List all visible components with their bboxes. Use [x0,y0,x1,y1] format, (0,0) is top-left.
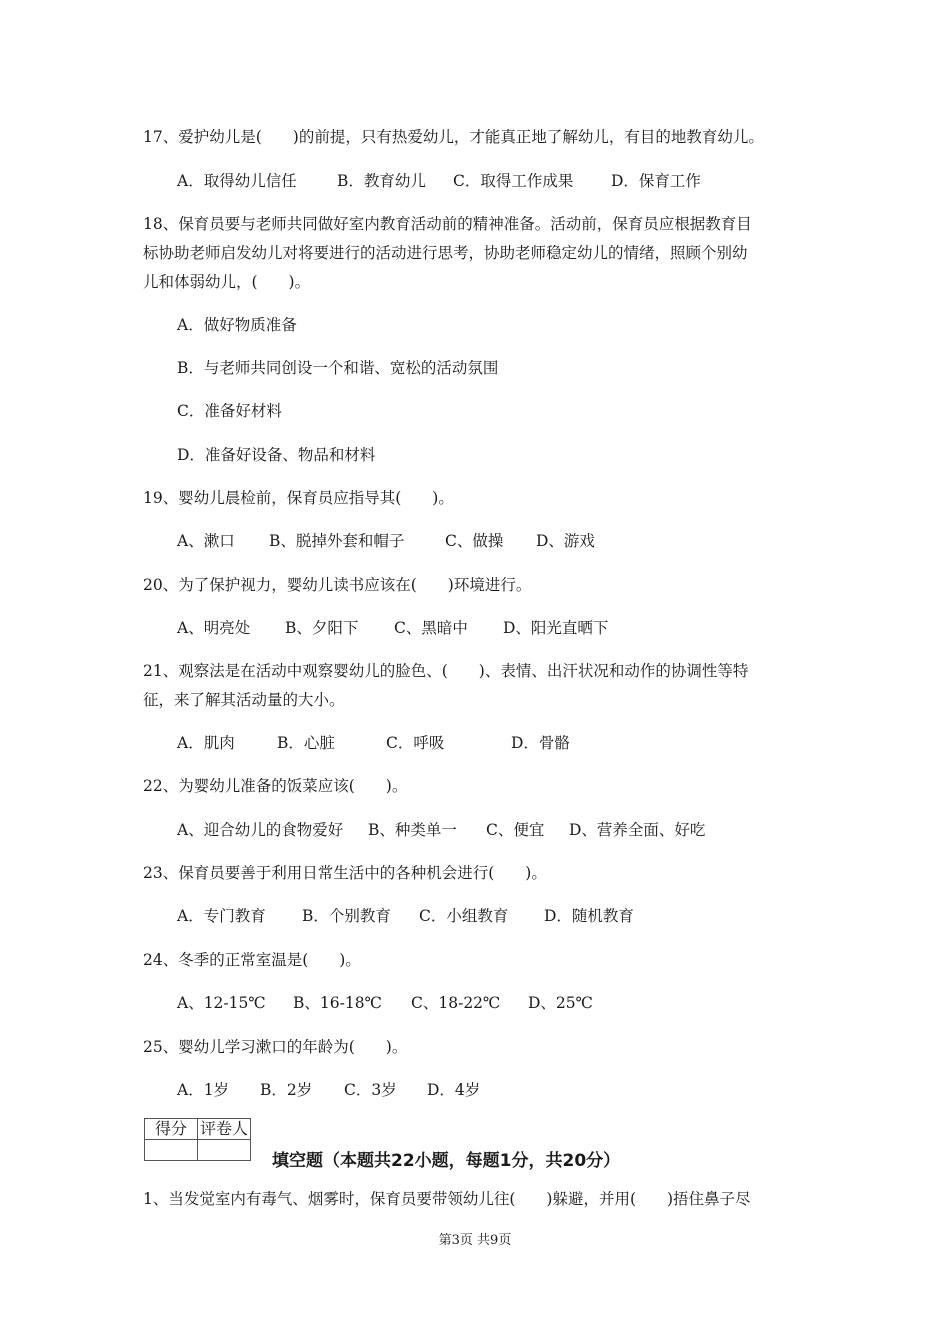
option-c: C．3岁 [344,1081,397,1099]
question-20-text: 20、为了保护视力，婴幼儿读书应该在( )环境进行。 [143,576,532,594]
question-18-option-b: B．与老师共同创设一个和谐、宽松的活动氛围 [177,359,499,377]
option-b: B、脱掉外套和帽子 [269,532,405,550]
option-a: A．专门教育 [177,907,266,925]
option-c: C、18-22℃ [411,994,501,1012]
question-18-text-line-2: 标协助老师启发幼儿对将要进行的活动进行思考，协助老师稳定幼儿的情绪，照顾个别幼 [143,244,748,262]
option-d: D．随机教育 [544,907,634,925]
option-a: A、迎合幼儿的食物爱好 [177,821,344,839]
option-c: C．取得工作成果 [453,172,574,190]
option-d: D、游戏 [536,532,595,550]
option-b: B．个别教育 [302,907,391,925]
option-d: D、阳光直晒下 [503,619,609,637]
question-22-text: 22、为婴幼儿准备的饭菜应该( )。 [143,777,408,795]
score-table [144,1118,251,1161]
section-title: 填空题（本题共22小题，每题1分，共20分） [272,1151,621,1171]
question-24-text: 24、冬季的正常室温是( )。 [143,951,361,969]
option-b: B、16-18℃ [293,994,382,1012]
option-c: C、黑暗中 [394,619,468,637]
option-c: C、做操 [445,532,504,550]
question-18-option-d: D．准备好设备、物品和材料 [177,446,376,464]
question-18-option-a: A．做好物质准备 [177,316,297,334]
question-25-text: 25、婴幼儿学习漱口的年龄为( )。 [143,1038,408,1056]
reviewer-cell [198,1140,251,1161]
score-cell [145,1140,198,1161]
option-a: A、漱口 [177,532,235,550]
option-a: A、明亮处 [177,619,251,637]
option-b: B．教育幼儿 [337,172,426,190]
question-18-text-line-1: 18、保育员要与老师共同做好室内教育活动前的精神准备。活动前，保育员应根据教育目 [143,215,752,233]
option-d: D．骨骼 [511,734,570,752]
option-c: C、便宜 [486,821,545,839]
question-21-text-line-1: 21、观察法是在活动中观察婴幼儿的脸色、( )、表情、出汗状况和动作的协调性等特 [143,662,749,680]
option-b: B、夕阳下 [285,619,359,637]
question-17-text: 17、爱护幼儿是( )的前提，只有热爱幼儿，才能真正地了解幼儿，有目的地教育幼儿。 [143,128,764,146]
option-a: A、12-15℃ [177,994,266,1012]
option-a: A．1岁 [177,1081,230,1099]
option-a: A．肌肉 [177,734,235,752]
page-number: 第3页 共9页 [438,1233,512,1248]
option-d: D．保育工作 [611,172,701,190]
option-b: B．2岁 [260,1081,313,1099]
option-d: D、营养全面、好吃 [569,821,706,839]
fill-blank-question-1: 1、当发觉室内有毒气、烟雾时，保育员要带领幼儿往( )躲避，并用( )捂住鼻子尽 [143,1190,751,1208]
question-21-text-line-2: 征，来了解其活动量的大小。 [143,691,345,709]
option-d: D、25℃ [528,994,593,1012]
question-19-text: 19、婴幼儿晨检前，保育员应指导其( )。 [143,489,454,507]
option-b: B、种类单一 [368,821,457,839]
score-label: 得分 [145,1119,198,1140]
question-23-text: 23、保育员要善于利用日常生活中的各种机会进行( )。 [143,864,547,882]
option-c: C．小组教育 [419,907,509,925]
question-18-option-c: C．准备好材料 [177,402,282,420]
option-d: D．4岁 [427,1081,481,1099]
option-a: A．取得幼儿信任 [177,172,297,190]
question-18-text-line-3: 儿和体弱幼儿，( )。 [143,273,311,291]
option-c: C．呼吸 [386,734,445,752]
reviewer-label: 评卷人 [198,1119,251,1140]
option-b: B．心脏 [277,734,335,752]
